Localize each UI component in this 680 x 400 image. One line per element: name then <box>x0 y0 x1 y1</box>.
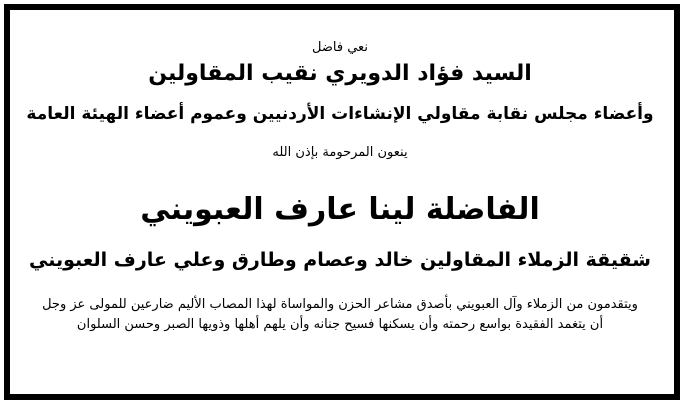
union-head-name: السيد فؤاد الدويري نقيب المقاولين <box>148 61 532 86</box>
obituary-notice <box>14 0 666 400</box>
notice-intro: نعي فاضل <box>312 40 368 55</box>
relation-line: شقيقة الزملاء المقاولين خالد وعصام وطارق وعلي عارف العبويني <box>29 249 651 271</box>
council-members-line: وأعضاء مجلس نقابة مقاولي الإنشاءات الأردنيين وعموم أعضاء الهيئة العامة <box>26 104 654 124</box>
deceased-name: الفاضلة لينا عارف العبويني <box>140 192 540 227</box>
condolence-line-2: أن يتغمد الفقيدة بواسع رحمته وأن يسكنها فسيح جنانه وأن يلهم أهلها وذويها الصبر وحسن السلوان <box>76 317 604 332</box>
mourning-line: ينعون المرحومة بإذن الله <box>272 145 408 160</box>
condolence-line-1: ويتقدمون من الزملاء وآل العبويني بأصدق مشاعر الحزن والمواساة لهذا المصاب الأليم ضارعين للمولى عز وجل <box>42 297 638 312</box>
